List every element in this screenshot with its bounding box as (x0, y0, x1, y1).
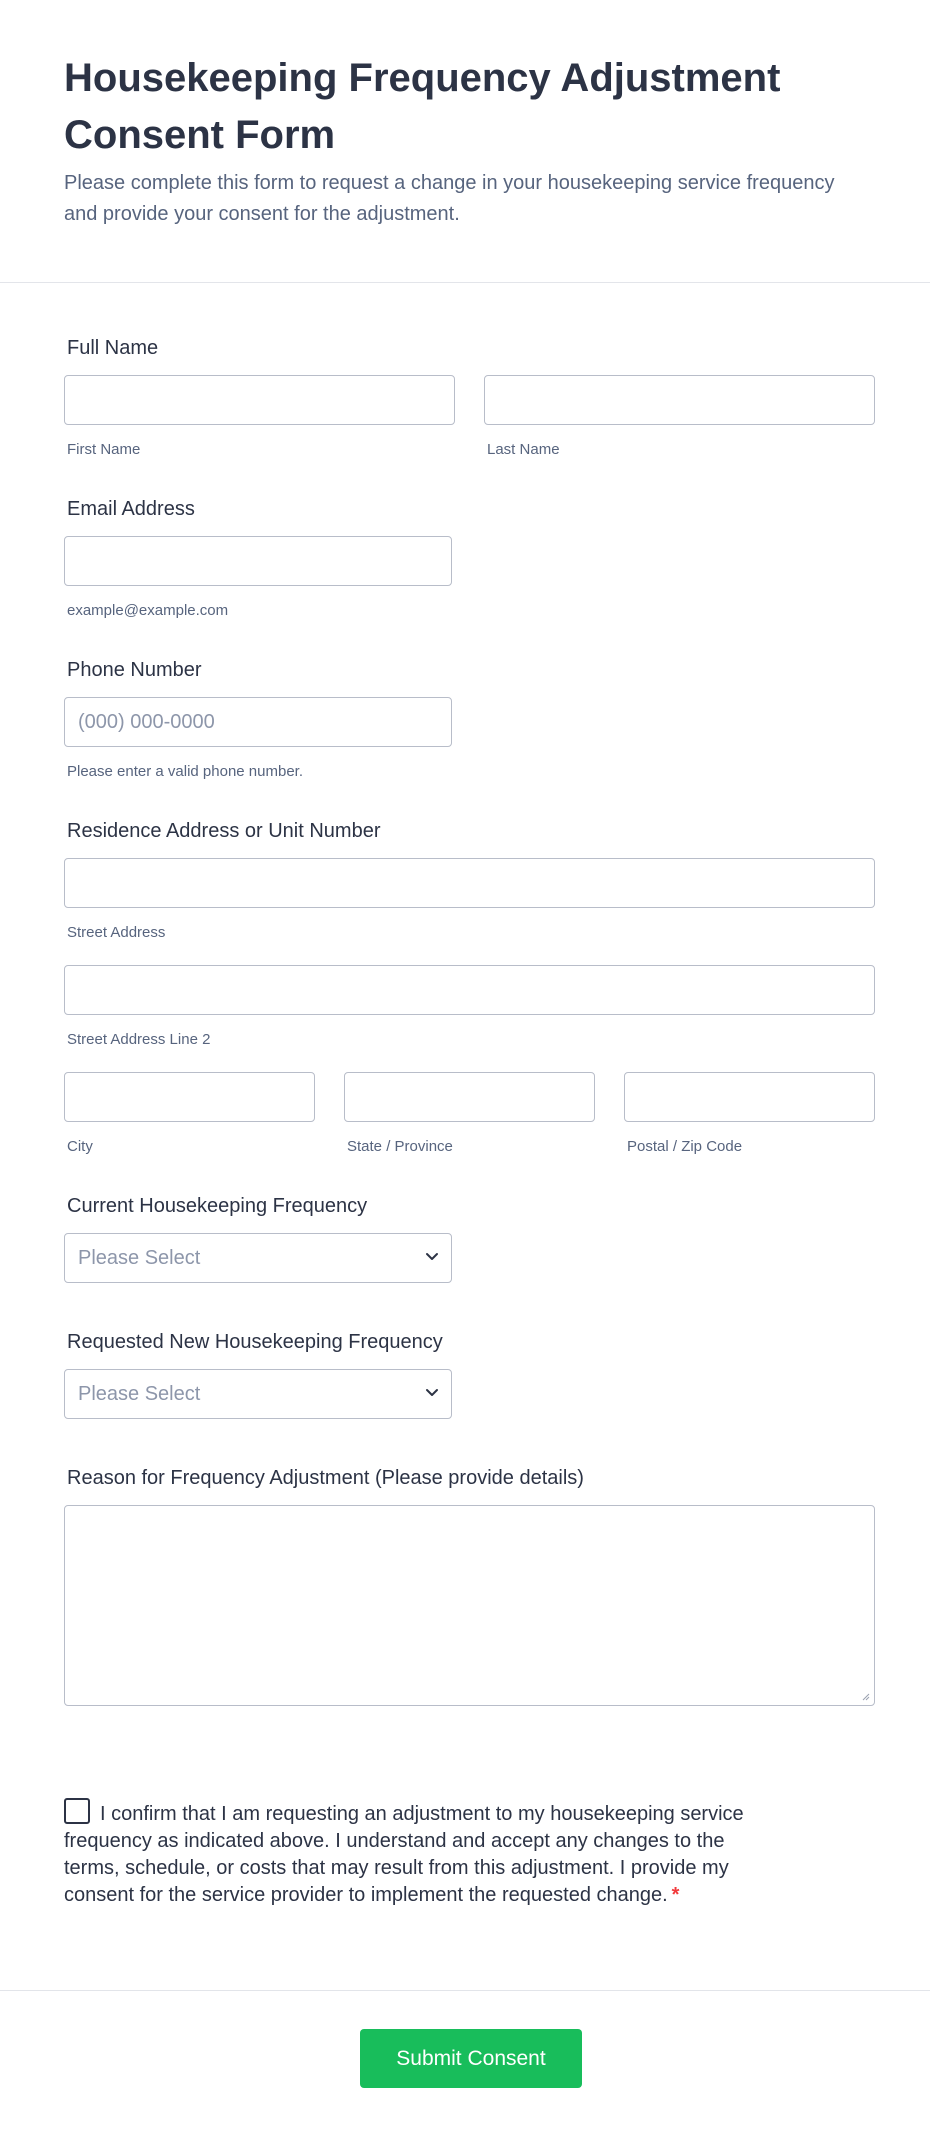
state-input[interactable] (344, 1072, 595, 1122)
page-subtitle: Please complete this form to request a change in your housekeeping service frequency and provide your consent for the adjustment. (64, 172, 835, 225)
street-address-line2-sublabel: Street Address Line 2 (67, 1031, 211, 1048)
page-title: Housekeeping Frequency Adjustment Consent Form (64, 56, 781, 157)
chevron-down-icon (425, 1388, 439, 1398)
zip-sublabel: Postal / Zip Code (627, 1138, 743, 1155)
resize-grip-icon[interactable] (860, 1691, 870, 1701)
street-address-input[interactable] (64, 858, 875, 908)
requested-frequency-field (64, 1331, 866, 1419)
required-asterisk: * (671, 1884, 680, 1906)
requested-frequency-value: Please Select (78, 1383, 201, 1405)
city-input[interactable] (64, 1072, 315, 1122)
last-name-input[interactable] (484, 375, 875, 425)
phone-label: Phone Number (67, 659, 202, 681)
zip-input[interactable] (624, 1072, 875, 1122)
consent-text: I confirm that I am requesting an adjustment to my housekeeping service frequency as indicated above. I understand and accept any changes to the terms, schedule, or costs that may result from this adjustment. I provide my consent for the service provider to implement the requested change. (64, 1803, 744, 1906)
form-body (0, 337, 930, 1706)
city-sublabel: City (67, 1138, 93, 1155)
email-input[interactable] (64, 536, 452, 586)
phone-field (64, 659, 866, 780)
full-name-label: Full Name (67, 337, 159, 359)
current-frequency-value: Please Select (78, 1247, 201, 1269)
consent-checkbox[interactable] (64, 1798, 90, 1824)
form-header (0, 0, 930, 283)
footer-divider (0, 1990, 930, 1991)
first-name-sublabel: First Name (67, 441, 141, 458)
street-address-sublabel: Street Address (67, 924, 166, 941)
first-name-input[interactable] (64, 375, 455, 425)
reason-textarea[interactable] (64, 1505, 875, 1706)
requested-frequency-label: Requested New Housekeeping Frequency (67, 1331, 443, 1353)
consent-field (64, 1798, 784, 1909)
state-sublabel: State / Province (347, 1138, 453, 1155)
reason-field (64, 1467, 866, 1706)
current-frequency-select[interactable] (64, 1233, 452, 1283)
email-field (64, 498, 866, 619)
street-address-line2-input[interactable] (64, 965, 875, 1015)
full-name-field (64, 337, 866, 458)
chevron-down-icon (425, 1252, 439, 1262)
phone-sublabel: Please enter a valid phone number. (67, 763, 303, 780)
current-frequency-label: Current Housekeeping Frequency (67, 1195, 368, 1217)
email-label: Email Address (67, 498, 195, 520)
email-sublabel: example@example.com (67, 602, 229, 619)
address-field (64, 820, 866, 1155)
requested-frequency-select[interactable] (64, 1369, 452, 1419)
submit-consent-button[interactable]: Submit Consent (360, 2029, 582, 2088)
phone-input[interactable] (64, 697, 452, 747)
last-name-sublabel: Last Name (487, 441, 560, 458)
current-frequency-field (64, 1195, 866, 1283)
address-label: Residence Address or Unit Number (67, 820, 381, 842)
reason-label: Reason for Frequency Adjustment (Please provide details) (67, 1467, 584, 1489)
